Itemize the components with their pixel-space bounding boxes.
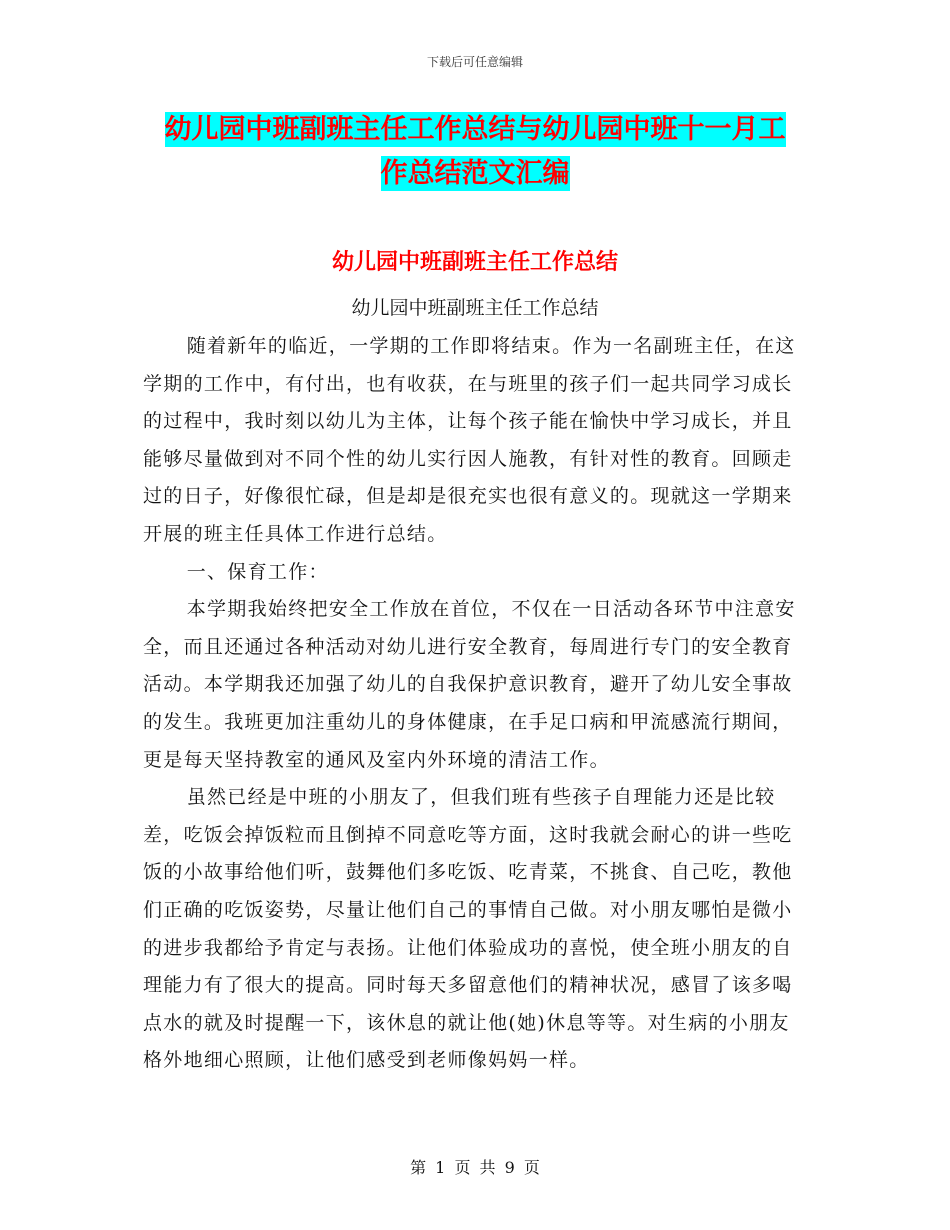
paragraph-intro: 随着新年的临近，一学期的工作即将结束。作为一名副班主任，在这学期的工作中，有付出，也有收获，在与班里的孩子们一起共同学习成长的过程中，我时刻以幼儿为主体，让每个孩子能在愉快中学习成长，并且能够尽量做到对不同个性的幼儿实行因人施教，有针对性的教育。回顾走过的日子，好像很忙碌，但是却是很充实也很有意义的。现就这一学期来开展的班主任具体工作进行总结。	[143, 335, 796, 545]
document-title-line-1: 幼儿园中班副班主任工作总结与幼儿园中班十一月工	[164, 114, 786, 145]
header-note: 下载后可任意编辑	[426, 55, 523, 69]
paragraph-safety: 本学期我始终把安全工作放在首位，不仅在一日活动各环节中注意安全，而且还通过各种活动对幼儿进行安全教育，每周进行专门的安全教育活动。本学期我还加强了幼儿的自我保护意识教育，避开了幼儿安全事故的发生。我班更加注重幼儿的身体健康，在手足口病和甲流感流行期间，更是每天坚持教室的通风及室内外环境的清洁工作。	[143, 598, 796, 771]
document-title	[0, 108, 950, 196]
document-title-line-2: 作总结范文汇编	[380, 158, 570, 189]
sub-title: 幼儿园中班副班主任工作总结	[351, 297, 599, 319]
body-text	[143, 328, 810, 1080]
paragraph-heading-care-work: 一、保育工作：	[186, 560, 329, 583]
page-number: 第 1 页 共 9 页	[410, 1158, 540, 1177]
paragraph-self-care: 虽然已经是中班的小朋友了，但我们班有些孩子自理能力还是比较差，吃饭会掉饭粒而且倒掉不同意吃等方面，这时我就会耐心的讲一些吃饭的小故事给他们听，鼓舞他们多吃饭、吃青菜，不挑食、自己吃，教他们正确的吃饭姿势，尽量让他们自己的事情自己做。对小朋友哪怕是微小的进步我都给予肯定与表扬。让他们体验成功的喜悦，使全班小朋友的自理能力有了很大的提高。同时每天多留意他们的精神状况，感冒了该多喝点水的就及时提醒一下，该休息的就让他(她)休息等等。对生病的小朋友格外地细心照顾，让他们感受到老师像妈妈一样。	[143, 786, 793, 1072]
section-title: 幼儿园中班副班主任工作总结	[331, 250, 618, 275]
